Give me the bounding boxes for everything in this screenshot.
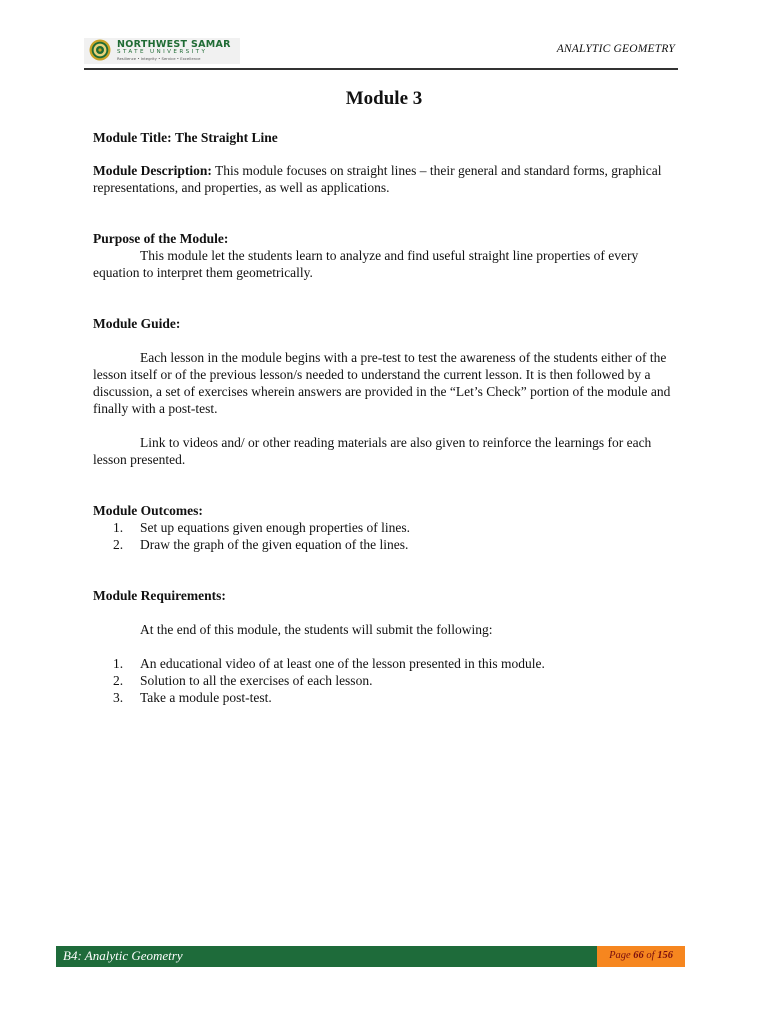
module-title xyxy=(93,129,675,146)
module-description-text: This module focuses on straight lines – their general and standard forms, graphical representations, and properties, as well as applications. xyxy=(93,163,662,195)
list-number: 3. xyxy=(113,690,124,705)
of-word: of xyxy=(646,950,655,961)
page-footer xyxy=(56,946,685,967)
university-subtitle: STATE UNIVERSITY xyxy=(117,49,208,55)
requirements-list xyxy=(93,655,675,706)
footer-course-label: B4: Analytic Geometry xyxy=(63,948,183,963)
list-text: Set up equations given enough properties of lines. xyxy=(140,520,410,535)
footer-page-box xyxy=(597,946,685,967)
list-item xyxy=(93,536,675,553)
university-motto: Resilience • Integrity • Service • Excellence xyxy=(117,56,201,61)
list-item xyxy=(93,672,675,689)
module-title-text: The Straight Line xyxy=(175,130,278,145)
page-content xyxy=(93,87,675,706)
module-heading: Module 3 xyxy=(345,88,423,109)
list-text: An educational video of at least one of the lesson presented in this module. xyxy=(140,656,545,671)
page-header xyxy=(84,38,678,71)
outcomes-list xyxy=(93,519,675,553)
module-description xyxy=(93,162,675,196)
purpose-heading: Purpose of the Module: xyxy=(93,231,229,246)
outcomes-heading: Module Outcomes: xyxy=(93,503,203,518)
list-item xyxy=(93,519,675,536)
list-item xyxy=(93,655,675,672)
list-number: 2. xyxy=(113,673,124,688)
module-description-label: Module Description: xyxy=(93,163,212,178)
guide-heading: Module Guide: xyxy=(93,316,181,331)
footer-course-bar xyxy=(56,946,597,967)
page-word: Page xyxy=(609,950,631,961)
list-text: Solution to all the exercises of each lesson. xyxy=(140,673,373,688)
requirements-intro: At the end of this module, the students will submit the following: xyxy=(140,622,493,637)
list-text: Take a module post-test. xyxy=(140,690,272,705)
course-title: ANALYTIC GEOMETRY xyxy=(556,43,675,55)
guide-paragraph: Each lesson in the module begins with a pre-test to test the awareness of the students either of the lesson itself or of the previous lesson/s needed to understand the current lesson. It is then followed by a discussion, a set of exercises wherein answers are provided in the “Let’s Check” portion of the module and finally with a post-test. xyxy=(93,350,671,416)
list-item xyxy=(93,689,675,706)
list-number: 1. xyxy=(113,520,124,535)
university-seal-icon xyxy=(89,39,111,61)
list-text: Draw the graph of the given equation of the lines. xyxy=(140,537,409,552)
total-pages: 156 xyxy=(657,950,673,961)
module-title-label: Module Title: xyxy=(93,130,172,145)
list-number: 2. xyxy=(113,537,124,552)
university-logo xyxy=(84,38,240,64)
current-page: 66 xyxy=(633,950,644,961)
purpose-text: This module let the students learn to analyze and find useful straight line properties of every equation to interpret them geometrically. xyxy=(93,248,639,280)
page-number xyxy=(597,950,685,961)
university-name: NORTHWEST SAMAR xyxy=(117,39,231,50)
guide-paragraph: Link to videos and/ or other reading materials are also given to reinforce the learnings for each lesson presented. xyxy=(93,435,652,467)
requirements-heading: Module Requirements: xyxy=(93,588,226,603)
list-number: 1. xyxy=(113,656,124,671)
header-divider xyxy=(84,68,678,70)
